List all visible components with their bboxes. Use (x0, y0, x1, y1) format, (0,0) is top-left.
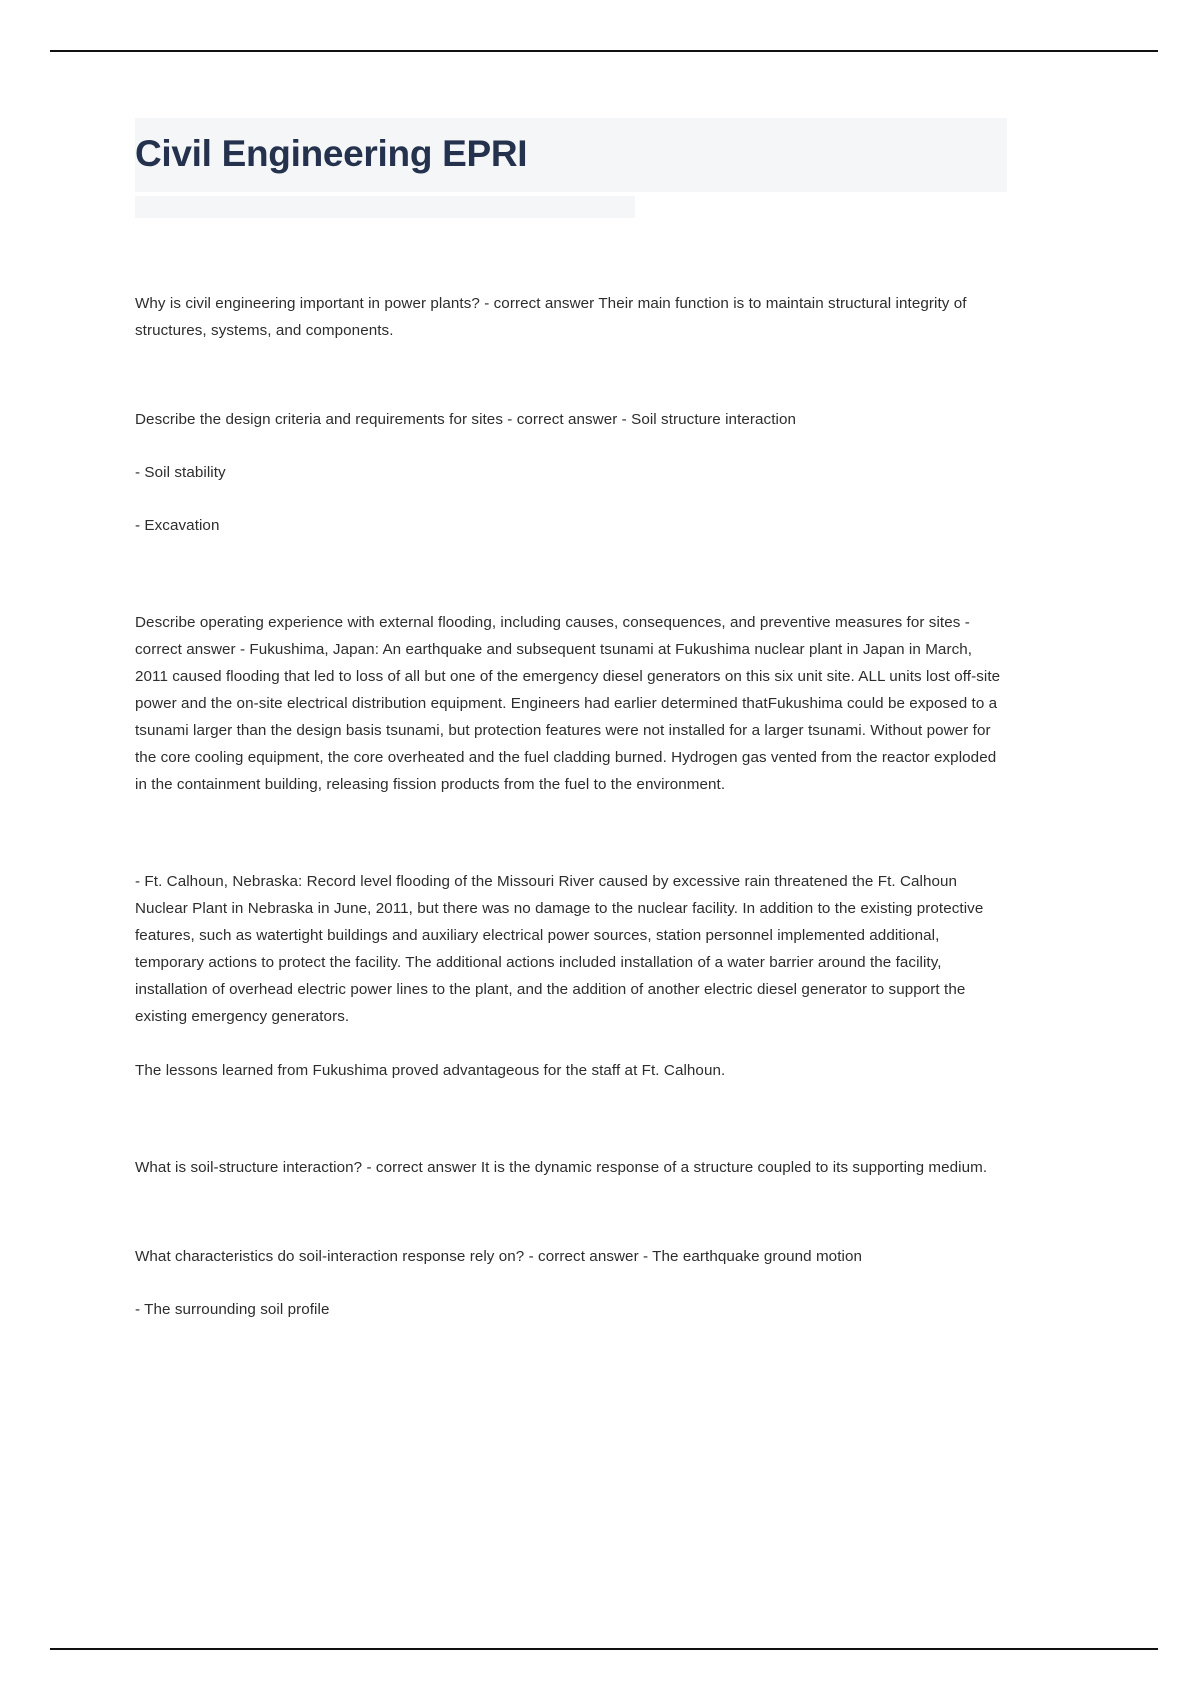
document-body (135, 290, 1007, 1323)
paragraph-qa-flooding-fukushima: Describe operating experience with external flooding, including causes, consequences, and preventive measures for sites - correct answer - Fukushima, Japan: An earthquake and subsequent tsunami at Fukushima nuclear plant in Japan in March, 2011 caused flooding that led to loss of all but one of the emergency diesel generators on this six unit site. ALL units lost off-site power and the on-site electrical distribution equipment. Engineers had earlier determined thatFukushima could be exposed to a tsunami larger than the design basis tsunami, but protection features were not installed for a larger tsunami. Without power for the core cooling equipment, the core overheated and the fuel cladding burned. Hydrogen gas vented from the reactor exploded in the containment building, releasing fission products from the fuel to the environment. (135, 613, 1001, 794)
spacer (135, 798, 1007, 868)
bullet-soil-stability: - Soil stability (135, 463, 226, 481)
paragraph-ft-calhoun: - Ft. Calhoun, Nebraska: Record level flooding of the Missouri River caused by excessive rain threatened the Ft. Calhoun Nuclear Plant in Nebraska in June, 2011, but there was no damage to the nuclear facility. In addition to the existing protective features, such as watertight buildings and auxiliary electrical power sources, station personnel implemented additional, temporary actions to protect the facility. The additional actions included installation of a water barrier around the facility, installation of overhead electric power lines to the plant, and the addition of another electric diesel generator to support the existing emergency generators. (135, 873, 984, 1026)
spacer (135, 1084, 1007, 1154)
spacer (135, 344, 1007, 406)
document-content (135, 118, 1007, 1323)
spacer (135, 433, 1007, 459)
title-band (135, 118, 1007, 192)
paragraph-qa-characteristics: What characteristics do soil-interaction response rely on? - correct answer - The earthquake ground motion (135, 1247, 862, 1265)
spacer (135, 1181, 1007, 1243)
paragraph-qa-design-criteria: Describe the design criteria and requirements for sites - correct answer - Soil structure interaction (135, 410, 797, 428)
footer-rule (50, 1648, 1158, 1650)
header-rule (50, 50, 1158, 52)
page-title: Civil Engineering EPRI (135, 133, 528, 174)
spacer (135, 1031, 1007, 1057)
title-underband (135, 196, 635, 218)
paragraph-qa-importance: Why is civil engineering important in power plants? - correct answer Their main function is to maintain structural integrity of structures, systems, and components. (135, 294, 967, 339)
paragraph-qa-soil-structure-interaction: What is soil-structure interaction? - correct answer It is the dynamic response of a structure coupled to its supporting medium. (135, 1158, 988, 1176)
spacer (135, 486, 1007, 512)
spacer (135, 539, 1007, 609)
spacer (135, 1270, 1007, 1296)
paragraph-lessons-learned: The lessons learned from Fukushima proved advantageous for the staff at Ft. Calhoun. (135, 1061, 726, 1079)
bullet-soil-profile: - The surrounding soil profile (135, 1300, 330, 1318)
bullet-excavation: - Excavation (135, 516, 220, 534)
